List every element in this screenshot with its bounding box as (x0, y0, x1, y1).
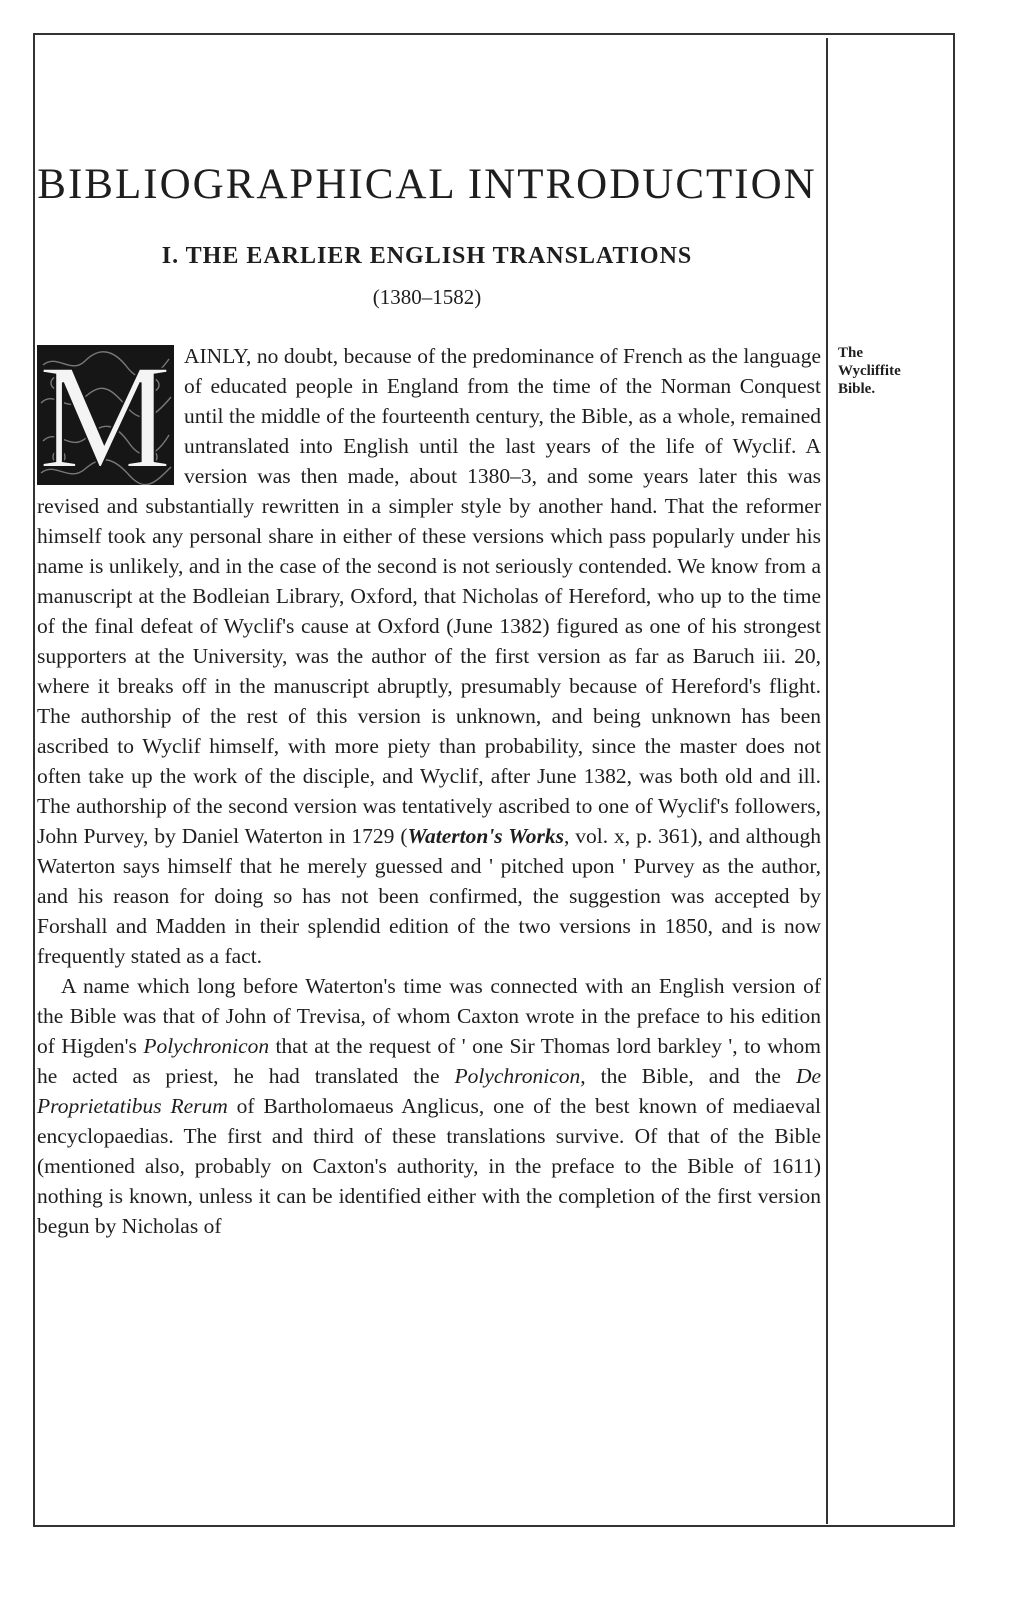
page-title: BIBLIOGRAPHICAL INTRODUCTION (37, 161, 817, 208)
paragraph-text: , no doubt, because of the predominance of French as the language of educated people in England from the time of the Norman Conquest until the middle of the fourteenth century, the Bible, as a whole, remained untranslated into English until the last years of the life of Wyclif. A version was then made, about 1380–3, and some years later this was revised and substantially rewritten in a simpler style by another hand. That the reformer himself took any personal share in either of these versions which pass popularly under his name is unlikely, and in the case of the second is not seriously contended. We know from a manuscript at the Bodleian Library, Oxford, that Nicholas of Hereford, who up to the time of the final defeat of Wyclif's cause at Oxford (June 1382) figured as one of his strongest supporters at the University, was the author of the first version as far as Baruch iii. 20, where it breaks off in the manuscript abruptly, presumably because of Hereford's flight. The authorship of the rest of this version is unknown, and being unknown has been ascribed to Wyclif himself, with more piety than probability, since the master does not often take up the work of the disciple, and Wyclif, after June 1382, was both old and ill. The authorship of the second version was tentatively ascribed to one of Wyclif's followers, John Purvey, by Daniel Waterton in 1729 ( (37, 344, 821, 848)
section-dates: (1380–1582) (372, 285, 482, 309)
margin-note-line: Bible. (838, 381, 876, 397)
dropcap-letter: M (38, 345, 172, 485)
work-title: De Proprietatibus Rerum (37, 1064, 822, 1118)
paragraph (37, 971, 821, 1241)
column-rule (826, 38, 828, 1524)
paragraph-text: that at the request of ' one Sir Thomas lord barkley ', to whom he acted as priest, he had translated the (37, 1034, 821, 1088)
body-text (37, 341, 821, 1241)
margin-note-line: The (838, 345, 864, 361)
margin-note (838, 344, 938, 398)
paragraph-text: A name which long before Waterton's time was connected with an English version of the Bible was that of John of Trevisa, of whom Caxton wrote in the preface to his edition of Higden's (37, 974, 821, 1058)
paragraph-lead: AINLY (184, 344, 246, 368)
margin-note-line: Wycliffite (838, 363, 901, 379)
work-title: Polychronicon (143, 1034, 270, 1058)
work-title: Polychronicon (454, 1064, 581, 1088)
paragraph-text: of Bartholomaeus Anglicus, one of the best known of mediaeval encyclopaedias. The first and third of these translations survive. Of that of the Bible (mentioned also, probably on Caxton's authority, in the preface to the Bible of 1611) nothing is known, unless it can be identified either with the completion of the first version begun by Nicholas of (37, 1094, 821, 1238)
ornamental-initial-icon (37, 345, 174, 485)
section-heading: I. THE EARLIER ENGLISH TRANSLATIONS (161, 243, 693, 269)
paragraph (37, 341, 821, 971)
paragraph-text: , the Bible, and the (580, 1064, 796, 1088)
work-title: Waterton's Works (407, 824, 564, 848)
paragraph-text: , vol. x, p. 361), and although Waterton says himself that he merely guessed and ' pitched upon ' Purvey as the author, and his reason for doing so has not been confirmed, the suggestion was accepted by Forshall and Madden in their splendid edition of the two versions in 1850, and is now frequently stated as a fact. (37, 824, 822, 968)
